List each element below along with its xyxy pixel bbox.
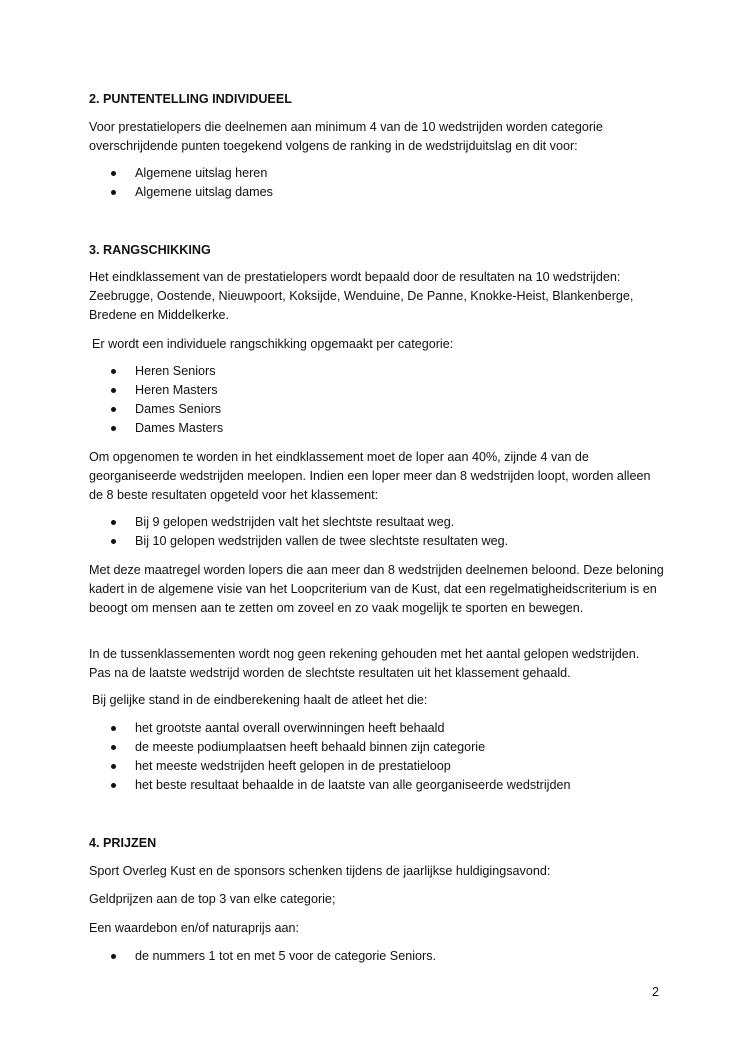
list-item: het grootste aantal overall overwinningen heeft behaald [89,719,664,738]
section-2-bullets-block [89,164,664,202]
section-2-heading-block [89,90,664,109]
list-item: Heren Seniors [89,362,664,381]
list-item: Dames Masters [89,419,664,438]
section-4-para1-block [89,862,664,881]
section-3-ties-block [89,719,664,795]
paragraph: Er wordt een individuele rangschikking opgemaakt per categorie: [92,337,454,351]
section-3-para5-block [89,645,664,683]
category-list [89,362,664,438]
tiebreak-list [89,719,664,795]
list-item: Algemene uitslag dames [89,183,664,202]
section-2-paragraph-block [89,118,664,156]
section-3-para1-block [89,268,664,325]
bullet-list [89,164,664,202]
page-number: 2 [652,985,660,999]
section-3-categories-block [89,362,664,438]
section-3-rules-block [89,513,664,551]
section-heading: 4. PRIJZEN [89,836,157,850]
list-item: het meeste wedstrijden heeft gelopen in de prestatieloop [89,757,664,776]
section-heading: 2. PUNTENTELLING INDIVIDUEEL [89,92,292,106]
section-4-bullets-block [89,947,664,966]
list-item: Bij 10 gelopen wedstrijden vallen de twee slechtste resultaten weg. [89,532,664,551]
paragraph: Sport Overleg Kust en de sponsors schenken tijdens de jaarlijkse huldigingsavond: [89,864,551,878]
section-3-para3-block [89,448,664,505]
list-item: de meeste podiumplaatsen heeft behaald binnen zijn categorie [89,738,664,757]
section-3-para6-block [89,691,664,710]
paragraph: Bij gelijke stand in de eindberekening haalt de atleet het die: [92,693,428,707]
section-4-para2-block [89,890,664,909]
list-item: de nummers 1 tot en met 5 voor de categorie Seniors. [89,947,664,966]
paragraph: Voor prestatielopers die deelnemen aan minimum 4 van de 10 wedstrijden worden categorie overschrijdende punten toegekend volgens de ranking in de wedstrijduitslag en dit voor: [89,120,603,153]
section-4-para3-block [89,919,664,938]
list-item: het beste resultaat behaalde in de laatste van alle georganiseerde wedstrijden [89,776,664,795]
section-3-heading-block [89,241,664,260]
list-item: Dames Seniors [89,400,664,419]
paragraph: Een waardebon en/of naturaprijs aan: [89,921,300,935]
section-4-heading-block [89,834,664,853]
section-3-para2-block [89,335,664,354]
paragraph: Met deze maatregel worden lopers die aan meer dan 8 wedstrijden deelnemen beloond. Deze beloning kadert in de algemene visie van het Loopcriterium van de Kust, dat een regelmatigheidscriterium is en beoogt om mensen aan te zetten om zoveel en zo vaak mogelijk te sporten en bewegen. [89,563,664,615]
paragraph: In de tussenklassementen wordt nog geen rekening gehouden met het aantal gelopen wedstrijden. Pas na de laatste wedstrijd worden de slechtste resultaten uit het klassement gehaald. [89,647,640,680]
paragraph: Geldprijzen aan de top 3 van elke categorie; [89,892,336,906]
list-item: Bij 9 gelopen wedstrijden valt het slechtste resultaat weg. [89,513,664,532]
section-heading: 3. RANGSCHIKKING [89,243,211,257]
paragraph: Om opgenomen te worden in het eindklassement moet de loper aan 40%, zijnde 4 van de georganiseerde wedstrijden meelopen. Indien een loper meer dan 8 wedstrijden loopt, worden alleen de 8 beste resultaten opgeteld voor het klassement: [89,450,651,502]
paragraph: Het eindklassement van de prestatielopers wordt bepaald door de resultaten na 10 wedstrijden: Zeebrugge, Oostende, Nieuwpoort, Koksijde, Wenduine, De Panne, Knokke-Heist, Blankenberge, Bredene en Middelkerke. [89,270,634,322]
list-item: Heren Masters [89,381,664,400]
bullet-list [89,947,664,966]
list-item: Algemene uitslag heren [89,164,664,183]
section-3-para4-block [89,561,664,618]
rules-list [89,513,664,551]
